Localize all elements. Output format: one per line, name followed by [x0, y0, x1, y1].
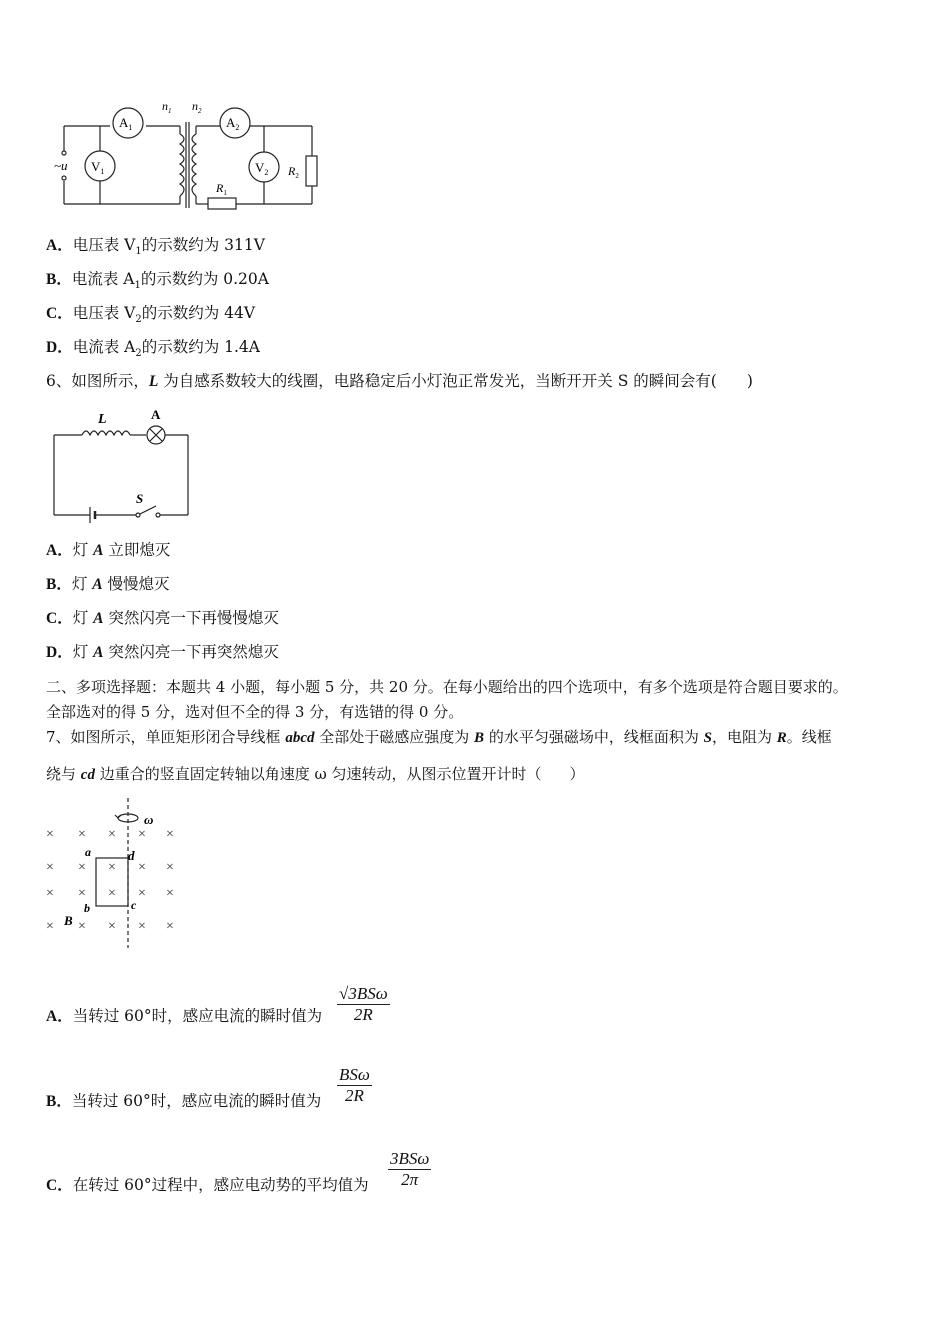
- n2-label: $n_2$: [192, 99, 202, 115]
- field-cross: ×: [108, 919, 116, 934]
- field-cross: ×: [108, 886, 116, 901]
- field-cross: ×: [108, 860, 116, 875]
- corner-c-label: c: [131, 898, 137, 912]
- meter-a2-label: $A_2$: [226, 115, 240, 132]
- field-cross: ×: [78, 919, 86, 934]
- q5-option-d: D．电流表 $A_2$的示数约为 1.4A: [46, 338, 260, 360]
- q6-option-a: A．灯 A 立即熄灭: [46, 541, 171, 559]
- q7-option-a: A．当转过 60°时，感应电流的瞬时值为: [46, 1007, 323, 1025]
- field-cross: ×: [46, 919, 54, 934]
- field-cross: ×: [138, 860, 146, 875]
- q7-option-c-fraction: 3BSω 2π: [390, 1149, 430, 1189]
- inductor-label: L: [98, 412, 107, 427]
- q5-option-a: A．电压表 $V_1$的示数约为 311V: [46, 236, 265, 258]
- q6-stem: 6、如图所示，L 为自感系数较大的线圈，电路稳定后小灯泡正常发光，当断开开关 S 的瞬间会有( ): [46, 372, 753, 390]
- corner-a-label: a: [85, 845, 91, 859]
- switch-label: S: [136, 491, 144, 506]
- field-cross: ×: [46, 886, 54, 901]
- omega-label: ω: [144, 812, 154, 827]
- field-cross: ×: [166, 860, 174, 875]
- field-cross: ×: [78, 886, 86, 901]
- inductor-lamp-circuit-figure: [50, 405, 200, 525]
- field-cross: ×: [78, 827, 86, 842]
- q7-option-b-fraction: BSω 2R: [339, 1065, 370, 1105]
- field-cross: ×: [138, 827, 146, 842]
- section2-heading-line2: 全部选对的得 5 分，选对但不全的得 3 分，有选错的得 0 分。: [46, 703, 464, 721]
- field-cross: ×: [166, 886, 174, 901]
- q7-option-b: B．当转过 60°时，感应电流的瞬时值为: [46, 1092, 322, 1110]
- field-cross: ×: [108, 827, 116, 842]
- field-cross: ×: [138, 886, 146, 901]
- source-label: ~u: [54, 158, 68, 173]
- q6-option-c: C．灯 A 突然闪亮一下再慢慢熄灭: [46, 609, 279, 627]
- field-cross: ×: [166, 919, 174, 934]
- meter-v2-label: $V_2$: [255, 160, 269, 177]
- meter-a1-label: $A_1$: [119, 115, 133, 132]
- field-cross: ×: [138, 919, 146, 934]
- field-cross: ×: [166, 827, 174, 842]
- r2-label: $R_2$: [288, 164, 299, 180]
- r1-label: $R_1$: [216, 181, 227, 197]
- q7-stem-line1: 7、如图所示，单匝矩形闭合导线框 abcd 全部处于磁感应强度为 B 的水平匀强磁场中，线框面积为 S，电阻为 R。线框: [46, 728, 832, 746]
- q6-option-d: D．灯 A 突然闪亮一下再突然熄灭: [46, 643, 279, 661]
- section2-heading-line1: 二、多项选择题：本题共 4 小题，每小题 5 分，共 20 分。在每小题给出的四个选项中，有多个选项是符合题目要求的。: [46, 678, 848, 696]
- q5-option-c: C．电压表 $V_2$的示数约为 44V: [46, 304, 256, 326]
- q7-option-c: C．在转过 60°过程中，感应电动势的平均值为: [46, 1176, 369, 1194]
- field-b-label: B: [64, 913, 73, 928]
- field-cross: ×: [46, 827, 54, 842]
- q7-stem-line2: 绕与 cd 边重合的竖直固定转轴以角速度 ω 匀速转动，从图示位置开计时（ ）: [46, 765, 585, 783]
- transformer-circuit-figure: [50, 96, 330, 216]
- field-cross: ×: [46, 860, 54, 875]
- corner-d-label: d: [128, 848, 135, 863]
- rotating-loop-figure: [40, 796, 190, 951]
- q6-option-b: B．灯 A 慢慢熄灭: [46, 575, 170, 593]
- corner-b-label: b: [84, 901, 90, 915]
- lamp-label: A: [151, 407, 161, 422]
- field-cross: ×: [78, 860, 86, 875]
- q5-option-b: B．电流表 $A_1$的示数约为 0.20A: [46, 270, 269, 292]
- meter-v1-label: $V_1$: [91, 159, 105, 176]
- n1-label: $n_1$: [162, 99, 172, 115]
- q7-option-a-fraction: √3BSω 2R: [339, 984, 388, 1024]
